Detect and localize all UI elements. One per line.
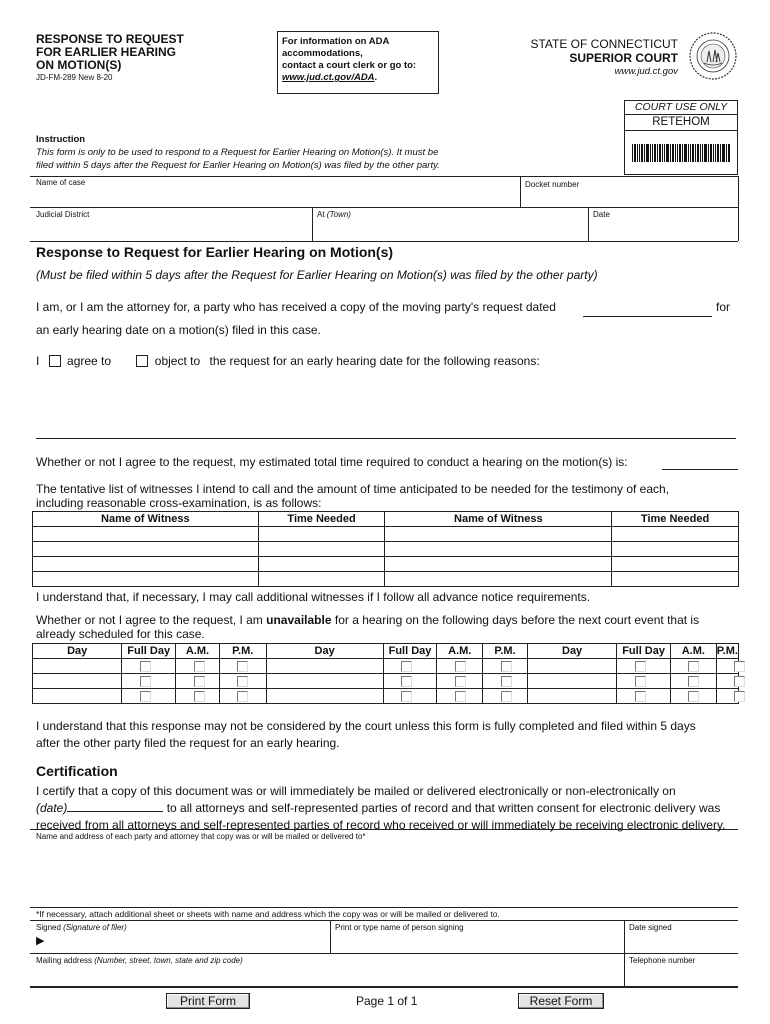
unavailable-pre: Whether or not I agree to the request, I am [36, 613, 263, 627]
tentative-line2: including reasonable cross-examination, is as follows: [36, 496, 322, 510]
time-needed-cell[interactable] [258, 527, 385, 542]
object-to-label: object to [154, 354, 201, 368]
instruction-heading: Instruction [36, 134, 86, 145]
form-title-line1: RESPONSE TO REQUEST [36, 32, 184, 46]
additional-witnesses-text: I understand that, if necessary, I may call additional witnesses if I follow all advance notice requirements. [36, 590, 591, 604]
judicial-district-field[interactable] [30, 220, 312, 240]
signed-hint: (Signature of filer) [63, 923, 127, 932]
mailing-label-group [36, 956, 243, 965]
date-label: Date [593, 210, 610, 219]
print-name-label: Print or type name of person signing [335, 923, 464, 932]
estimated-time-field[interactable] [662, 456, 738, 470]
instruction-line2: filed within 5 days after the Request for Earlier Hearing on Motion(s) was filed by the other party. [36, 160, 440, 171]
agree-to-label: agree to [67, 354, 112, 368]
understand-line1: I understand that this response may not be considered by the court unless this form is fully completed and filed within 5 days [36, 719, 696, 733]
am-checkbox[interactable] [455, 676, 466, 687]
at-town-label [317, 210, 351, 219]
time-needed-cell[interactable] [612, 527, 739, 542]
object-checkbox[interactable] [136, 355, 148, 367]
am-header: A.M. [670, 644, 716, 659]
iam-for: for [716, 300, 731, 314]
pm-checkbox[interactable] [237, 676, 248, 687]
witness-name-cell[interactable] [33, 557, 259, 572]
certification-date-field[interactable] [67, 801, 163, 812]
date-signed-field[interactable] [626, 933, 738, 951]
must-be-filed: (Must be filed within 5 days after the Request for Earlier Hearing on Motion(s) was filed by the other party) [36, 268, 598, 282]
at-prefix: At [317, 210, 325, 219]
court-name: SUPERIOR COURT [569, 51, 678, 65]
date-field[interactable] [590, 220, 738, 240]
full-day-header: Full Day [122, 644, 176, 659]
date-label-inline: (date) [36, 801, 68, 815]
am-checkbox[interactable] [194, 691, 205, 702]
request-dated-field[interactable] [583, 303, 712, 317]
pm-header: P.M. [483, 644, 528, 659]
barcode-icon [632, 144, 730, 162]
print-form-button[interactable]: Print Form [166, 993, 250, 1009]
day-cell[interactable] [266, 659, 383, 674]
days-table-header [33, 644, 739, 659]
early-hearing-text: an early hearing date on a motion(s) filed in this case. [36, 323, 321, 337]
time-needed-cell[interactable] [258, 542, 385, 557]
day-cell[interactable] [33, 689, 122, 704]
telephone-field[interactable] [626, 966, 738, 984]
full-day-header: Full Day [383, 644, 437, 659]
am-checkbox[interactable] [194, 661, 205, 672]
witness-name-cell[interactable] [385, 527, 612, 542]
day-cell[interactable] [527, 674, 616, 689]
form-title-line3: ON MOTION(S) [36, 58, 122, 72]
full-day-checkbox[interactable] [401, 676, 412, 687]
full-day-checkbox[interactable] [140, 661, 151, 672]
court-website: www.jud.ct.gov [614, 66, 678, 77]
name-of-case-field[interactable] [30, 188, 520, 206]
date-signed-label: Date signed [629, 923, 672, 932]
certification-line1: I certify that a copy of this document was or will immediately be mailed or delivered electronically or non-electronically on [36, 784, 676, 798]
full-day-checkbox[interactable] [401, 661, 412, 672]
table-row [33, 659, 739, 674]
pm-checkbox[interactable] [237, 661, 248, 672]
ada-link-suffix: . [374, 72, 378, 83]
pm-checkbox[interactable] [501, 676, 512, 687]
reset-form-button[interactable]: Reset Form [518, 993, 604, 1009]
ada-info [282, 36, 416, 84]
at-town-hint: (Town) [326, 210, 351, 219]
understand-text [36, 718, 696, 752]
table-row [33, 527, 739, 542]
pm-checkbox[interactable] [501, 691, 512, 702]
table-row [33, 572, 739, 587]
page-number: Page 1 of 1 [356, 994, 418, 1008]
full-day-checkbox[interactable] [635, 691, 646, 702]
already-scheduled: already scheduled for this case. [36, 627, 205, 641]
day-cell[interactable] [527, 659, 616, 674]
agree-checkbox[interactable] [49, 355, 61, 367]
docket-number-field[interactable] [522, 190, 738, 206]
day-header: Day [33, 644, 122, 659]
reasons-text: the request for an early hearing date for the following reasons: [209, 354, 540, 368]
tentative-text [36, 482, 669, 510]
witness-name-cell[interactable] [385, 572, 612, 587]
am-header: A.M. [176, 644, 220, 659]
tentative-line1: The tentative list of witnesses I intend to call and the amount of time anticipated to be needed for the testimony of each, [36, 482, 670, 496]
section-title: Response to Request for Earlier Hearing on Motion(s) [36, 244, 394, 260]
signed-label-group [36, 923, 127, 932]
day-cell[interactable] [266, 674, 383, 689]
full-day-checkbox[interactable] [635, 661, 646, 672]
state-seal-icon [688, 31, 738, 81]
time-needed-header: Time Needed [612, 512, 739, 527]
time-needed-cell[interactable] [258, 557, 385, 572]
am-header: A.M. [437, 644, 483, 659]
ada-line3: contact a court clerk or go to: [282, 60, 417, 71]
full-day-checkbox[interactable] [635, 676, 646, 687]
instruction-line1: This form is only to be used to respond to a Request for Earlier Hearing on Motion(s). It must be [36, 147, 439, 158]
full-day-checkbox[interactable] [140, 691, 151, 702]
agree-object-row [36, 354, 540, 368]
name-of-case-label: Name of case [36, 178, 86, 187]
unavailable-text [36, 613, 699, 641]
unavailable-bold: unavailable [266, 613, 332, 627]
judicial-district-label: Judicial District [36, 210, 90, 219]
days-table [32, 643, 739, 704]
docket-number-label: Docket number [525, 180, 580, 189]
table-row [33, 542, 739, 557]
witness-name-cell[interactable] [385, 557, 612, 572]
pm-checkbox[interactable] [237, 691, 248, 702]
i-label: I [36, 354, 40, 368]
am-checkbox[interactable] [688, 661, 699, 672]
witness-name-cell[interactable] [385, 542, 612, 557]
table-row [33, 674, 739, 689]
form-id: JD-FM-289 New 8-20 [36, 73, 113, 82]
mailing-address-field[interactable] [32, 966, 622, 984]
time-needed-header: Time Needed [258, 512, 385, 527]
ada-line2: accommodations, [282, 48, 363, 59]
witness-name-header: Name of Witness [33, 512, 259, 527]
mailing-label: Mailing address [36, 956, 93, 965]
understand-line2: after the other party filed the request for an early hearing. [36, 736, 340, 750]
form-title-line2: FOR EARLIER HEARING [36, 45, 177, 59]
witness-name-cell[interactable] [33, 527, 259, 542]
pm-header: P.M. [219, 644, 266, 659]
certification-text [36, 783, 725, 834]
certification-line3: received from all attorneys and self-represented parties of record who received or will immediately be receiving electronic delivery. [36, 818, 726, 832]
witness-table-header [33, 512, 739, 527]
court-code: RETEHOM [624, 115, 738, 131]
certification-line2: to all attorneys and self-represented parties of record and that written consent for electronic delivery was [166, 801, 721, 815]
reasons-field[interactable] [36, 372, 736, 436]
am-checkbox[interactable] [688, 691, 699, 702]
am-checkbox[interactable] [688, 676, 699, 687]
iam-text: I am, or I am the attorney for, a party who has received a copy of the moving party's request dated [36, 300, 556, 314]
instruction-text [36, 146, 440, 172]
day-cell[interactable] [33, 674, 122, 689]
print-name-field[interactable] [332, 933, 622, 951]
full-day-header: Full Day [617, 644, 671, 659]
day-header: Day [527, 644, 616, 659]
certification-heading: Certification [36, 763, 118, 779]
day-cell[interactable] [266, 689, 383, 704]
table-row [33, 557, 739, 572]
witness-table [32, 511, 739, 587]
full-day-checkbox[interactable] [140, 676, 151, 687]
witness-name-header: Name of Witness [385, 512, 612, 527]
name-address-label: Name and address of each party and attorney that copy was or will be mailed or delivered to* [36, 832, 366, 841]
telephone-label: Telephone number [629, 956, 696, 965]
court-use-only-label: COURT USE ONLY [624, 100, 738, 115]
estimated-time-text: Whether or not I agree to the request, my estimated total time required to conduct a hearing on the motion(s) is: [36, 455, 628, 469]
pm-checkbox[interactable] [734, 691, 745, 702]
pm-checkbox[interactable] [501, 661, 512, 672]
witness-name-cell[interactable] [33, 542, 259, 557]
am-checkbox[interactable] [194, 676, 205, 687]
ada-line1: For information on ADA [282, 36, 390, 47]
state-name: STATE OF CONNECTICUT [530, 37, 678, 51]
name-address-field[interactable] [32, 843, 736, 905]
ada-link[interactable]: www.jud.ct.gov/ADA [282, 72, 375, 83]
footnote: *If necessary, attach additional sheet or sheets with name and address which the copy was or will be mailed or delivered to. [36, 909, 500, 919]
time-needed-cell[interactable] [612, 542, 739, 557]
mailing-hint: (Number, street, town, state and zip code) [94, 956, 243, 965]
full-day-checkbox[interactable] [401, 691, 412, 702]
day-cell[interactable] [33, 659, 122, 674]
am-checkbox[interactable] [455, 661, 466, 672]
time-needed-cell[interactable] [612, 557, 739, 572]
signed-label: Signed [36, 923, 61, 932]
form-title [36, 33, 184, 72]
signature-arrow-icon: ▶ [36, 935, 45, 947]
day-header: Day [266, 644, 383, 659]
pm-header: P.M. [716, 645, 738, 657]
unavailable-post: for a hearing on the following days before the next court event that is [334, 613, 700, 627]
at-town-field[interactable] [314, 220, 588, 240]
pm-checkbox[interactable] [734, 661, 745, 672]
signature-field[interactable] [50, 933, 328, 951]
time-needed-cell[interactable] [258, 572, 385, 587]
table-row [33, 689, 739, 704]
time-needed-cell[interactable] [612, 572, 739, 587]
pm-checkbox[interactable] [734, 676, 745, 687]
am-checkbox[interactable] [455, 691, 466, 702]
witness-name-cell[interactable] [33, 572, 259, 587]
day-cell[interactable] [527, 689, 616, 704]
